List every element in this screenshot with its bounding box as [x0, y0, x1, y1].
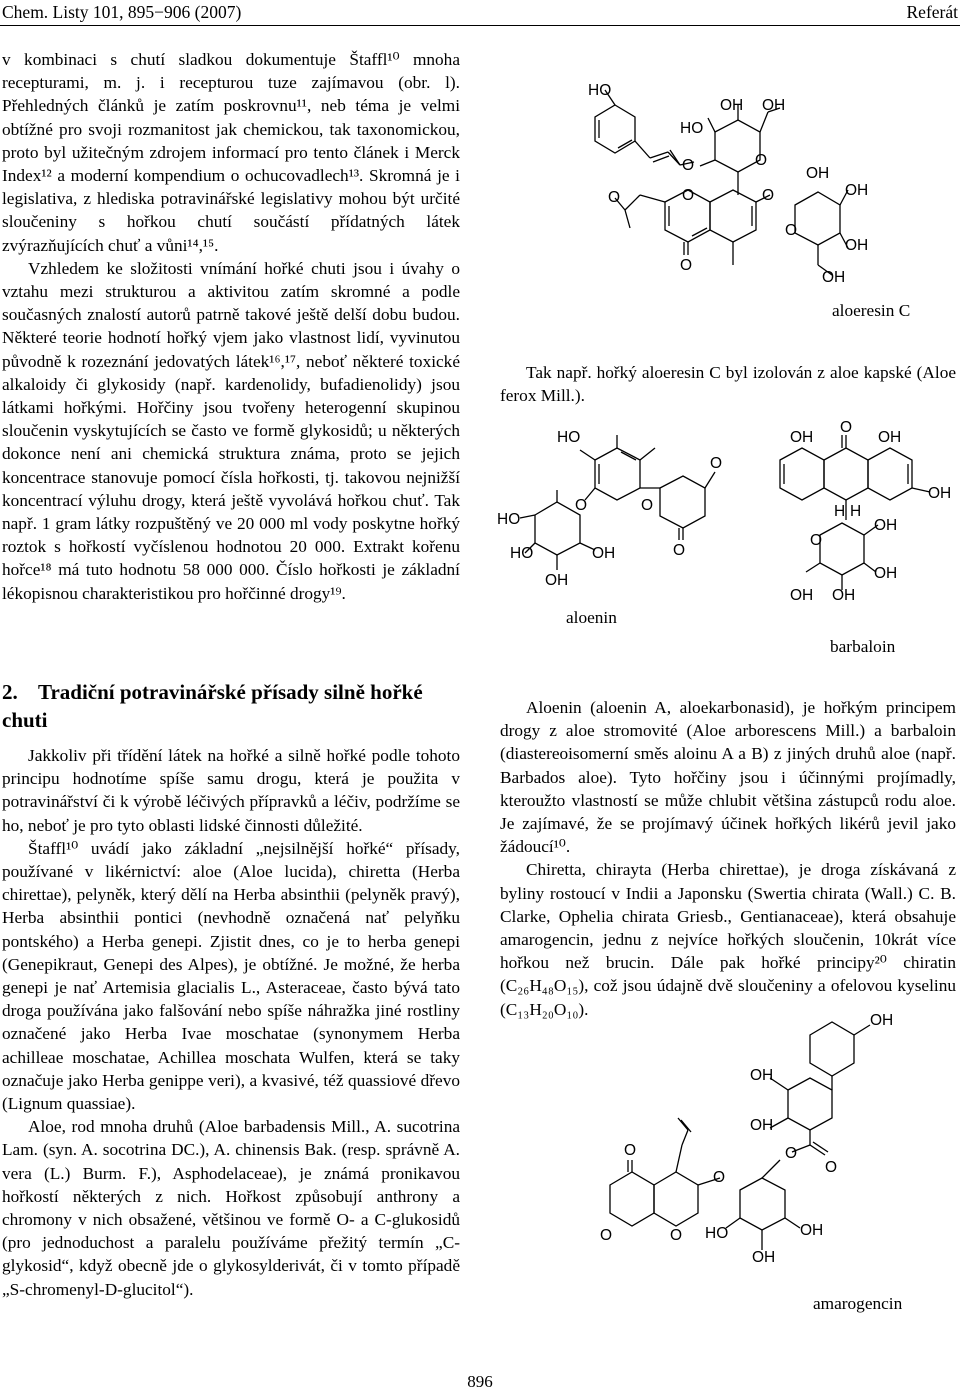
- hydroxyl-label: HO: [497, 511, 521, 528]
- oxygen-label: O: [624, 1142, 637, 1159]
- amarogencin-structure: [570, 1000, 960, 1310]
- aloenin-structure: [495, 420, 745, 620]
- paragraph-text: Aloenin (aloenin A, aloekarbonasid), je hořkým principem drogy z aloe stromovité (Aloe arborescens Mill.) a barbaloin (diastereoisomerní směs aloinu A a B) z jiných druhů aloe (např. Barbados aloe). Tyto hořčiny jsou i účinnými projímadly, kteroužto vlastností se může chlubit většina zástupců rodu aloe. Je zajímavé, že se projímavý účinek hořkých likérů jevil jako žádoucí¹⁰.: [500, 698, 956, 857]
- paragraph-text: v kombinaci s chutí sladkou dokumentuje Štaffl¹⁰ mnoha recepturami, m. j. i recepturou tuze zajímavou (obr. l). Přehledných článků je zatím poskrovnu¹¹, neb téma je velmi obtížné pro svoji rozmanitost jak chemickou, tak taxonomickou, proto byl užitečným zdrojem informací pro tento článek i Merck Index¹² a moderní kompendium o ochucovadlech¹³. Skromná je i legislativa, z hlediska potravinářské legislativy mohou být určité sloučeniny s hořkou chutí součástí přídatných látek zvýrazňujících chuť a vůni¹⁴,¹⁵.: [2, 50, 460, 255]
- page-header: [0, 0, 960, 24]
- paragraph: [500, 696, 956, 858]
- oxygen-label: O: [785, 222, 798, 239]
- oxygen-label: O: [673, 542, 686, 559]
- paragraph: [2, 48, 460, 257]
- journal-reference: Chem. Listy 101, 895−906 (2007): [2, 2, 242, 22]
- hydroxyl-label: OH: [928, 485, 952, 502]
- oxygen-label: O: [713, 1169, 726, 1186]
- oxygen-label: O: [810, 532, 823, 549]
- hydroxyl-label: HO: [705, 1225, 729, 1242]
- right-column-middle: [500, 361, 956, 407]
- oxygen-label: O: [600, 1227, 613, 1244]
- section-heading: [2, 678, 460, 734]
- barbaloin-caption: barbaloin: [830, 637, 896, 656]
- oxygen-label: O: [680, 257, 693, 274]
- barbaloin-structure: [760, 420, 960, 640]
- paragraph: [500, 361, 956, 407]
- paragraph: [500, 858, 956, 1020]
- paragraph-text: Chiretta, chirayta (Herba chirettae), je droga získávaná z byliny rostoucí v Indii a Japonsku (Swertia chirata (Wall.) C. B. Clarke, Ophelia chirata Griesb., Gentianaceae), která obsahuje amarogencin, jednu z nejvíce hořkých sloučenin, 10krát více hořkou než brucin. Dále pak hořké principy²⁰ chiratin (C₂₆H₄₈O₁₅), což jsou údajně dvě sloučeniny a ofelovou kyselinu (C₁₃H₂₀O₁₀).: [500, 860, 956, 1019]
- paragraph-text: Tak např. hořký aloeresin C byl izolován z aloe kapské (Aloe ferox Mill.).: [500, 363, 956, 406]
- oxygen-label: O: [755, 152, 768, 169]
- hydroxyl-label: OH: [845, 237, 869, 254]
- hydroxyl-label: HO: [588, 82, 612, 99]
- oxygen-label: O: [670, 1227, 683, 1244]
- hydroxyl-label: OH: [800, 1222, 824, 1239]
- page-number: 896: [467, 1372, 493, 1391]
- hydroxyl-label: OH: [545, 572, 569, 589]
- hydroxyl-label: OH: [752, 1249, 776, 1266]
- right-column-bottom: [500, 696, 956, 1021]
- paragraph-text: Štaffl¹⁰ uvádí jako základní „nejsilnější hořké“ přísady, používané v likérnictví: aloe (Aloe lucida), chiretta (Herba chirettae), pelyněk, který dělí na Herba absinthii (pelyněk pravý), Herba absinthii pontici (nevhodně označená nať pelyňku pontského) a Herba genepi. Zjistit dnes, co je to herba genepi (Genepikraut, Genepi des Alpes), je obtížné. Je možné, že herba genepi je nať Artemisia glacialis L., Asteraceae, často bývá tato droga používána jako falšování nebo spíše náhražka jiné rostliny označené jako Herba Ivae moschatae (synonymem Herba achilleae moschatae, Achillea moschata Wulfen, která se taky označuje jako Herba genippe veri), a kvasivé, též quassiové dřevo (Lignum quassiae).: [2, 838, 460, 1114]
- paragraph: [2, 744, 460, 837]
- paragraph-text: Aloe, rod mnoha druhů (Aloe barbadensis Mill., A. sucotrina Lam. (syn. A. socotrina DC.), A. chinensis Bak. (resp. správně A. vera (L.) Burm. F.), Asphodelaceae), je známá pronikavou hořkostí některých z nich. Hořkost způsobují anthrony a chromony v nich obsažené, většinou ve formě O- a C-glukosidů (pro jednoduchost a paralelu používáme přežitý termín „C-glykosid“, když obecně jde o glykosylderivát, či v tomto případě „S-chromenyl-D-glucitol“).: [2, 1117, 460, 1299]
- hydroxyl-label: OH: [822, 269, 846, 286]
- hydroxyl-label: OH: [806, 165, 830, 182]
- hydroxyl-label: OH: [592, 545, 616, 562]
- aloenin-caption: aloenin: [566, 608, 617, 627]
- amarogencin-caption: amarogencin: [813, 1294, 903, 1313]
- hydroxyl-label: OH: [750, 1067, 774, 1084]
- aloenin-svg: [495, 420, 745, 620]
- hydroxyl-label: HO: [680, 120, 704, 137]
- aloeresin-caption: aloeresin C: [832, 301, 911, 320]
- oxygen-label: O: [785, 1145, 798, 1162]
- hydroxyl-label: OH: [750, 1117, 774, 1134]
- oxygen-label: O: [762, 187, 775, 204]
- oxygen-label: O: [682, 157, 695, 174]
- hydroxyl-label: OH: [762, 97, 786, 114]
- left-column-bottom: [2, 744, 460, 1301]
- oxygen-label: O: [825, 1159, 838, 1176]
- hydroxyl-label: OH: [874, 517, 898, 534]
- paragraph: [2, 1115, 460, 1301]
- oxygen-label: O: [840, 420, 853, 436]
- amarogencin-svg: [570, 1000, 960, 1310]
- oxygen-label: O: [682, 187, 695, 204]
- hydrogen-label: H: [834, 503, 846, 520]
- hydroxyl-label: HO: [557, 429, 581, 446]
- oxygen-label: O: [608, 189, 621, 206]
- paragraph-text: Jakkoliv při třídění látek na hořké a silně hořké podle tohoto principu hodnotíme spíše samu drogu, která je použita v potravinářství či k výrobě léčivých přípravků a léčiv, podržíme se ho, neboť je pro tyto oblasti lidské činnosti důležité.: [2, 746, 460, 835]
- barbaloin-svg: [760, 420, 960, 640]
- hydroxyl-label: OH: [832, 587, 856, 604]
- hydroxyl-label: OH: [874, 565, 898, 582]
- section-title: Tradiční potravinářské přísady silně hořké chuti: [2, 680, 423, 732]
- left-column-top: [2, 48, 460, 605]
- oxygen-label: O: [575, 497, 588, 514]
- hydroxyl-label: OH: [790, 429, 814, 446]
- hydroxyl-label: OH: [878, 429, 902, 446]
- hydrogen-label: H: [850, 503, 862, 520]
- hydroxyl-label: OH: [845, 182, 869, 199]
- oxygen-label: O: [641, 497, 654, 514]
- section-label: Referát: [906, 2, 958, 22]
- hydroxyl-label: OH: [870, 1012, 894, 1029]
- hydroxyl-label: OH: [790, 587, 814, 604]
- header-rule: [0, 25, 960, 26]
- paragraph: [2, 837, 460, 1115]
- section-number: 2.: [2, 680, 18, 704]
- oxygen-label: O: [710, 455, 723, 472]
- paragraph-text: Vzhledem ke složitosti vnímání hořké chuti jsou i úvahy o vztahu mezi strukturou a aktivitou zatím skromné a podle současných znalostí autorů patrně takové ještě delší dobu budou. Některé teorie hodnotí hořký vjem jako vlastnost lidí, vyvinutou původně k rozeznání jedovatých látek¹⁶,¹⁷, neboť některé toxické alkaloidy či glykosidy (např. kardenolidy, bufadienolidy) jsou látkami hořkými. Hořčiny jsou tvořeny heterogenní skupinou sloučenin vyskytujících se často ve formě glykosidů; u některých dokonce není ani chemická struktura známa, proto se jejich koncentrace stanovuje pomocí čísla hořkosti, tj. takovou nejnižší koncentrací výluhu drogy, která ještě vyvolává hořkou chuť. Tak např. 1 gram látky rozpuštěný ve 20 000 ml vody poskytne hořký roztok s hořkostí vyčíslenou hodnotou 20 000. Extrakt kořenu hořce¹⁸ má tuto hodnotu 58 000 000. Číslo hořkosti je základní lékopisnou charakteristikou pro hořčinné drogy¹⁹.: [2, 258, 460, 603]
- hydroxyl-label: HO: [510, 545, 534, 562]
- paragraph: [2, 257, 460, 605]
- hydroxyl-label: OH: [720, 97, 744, 114]
